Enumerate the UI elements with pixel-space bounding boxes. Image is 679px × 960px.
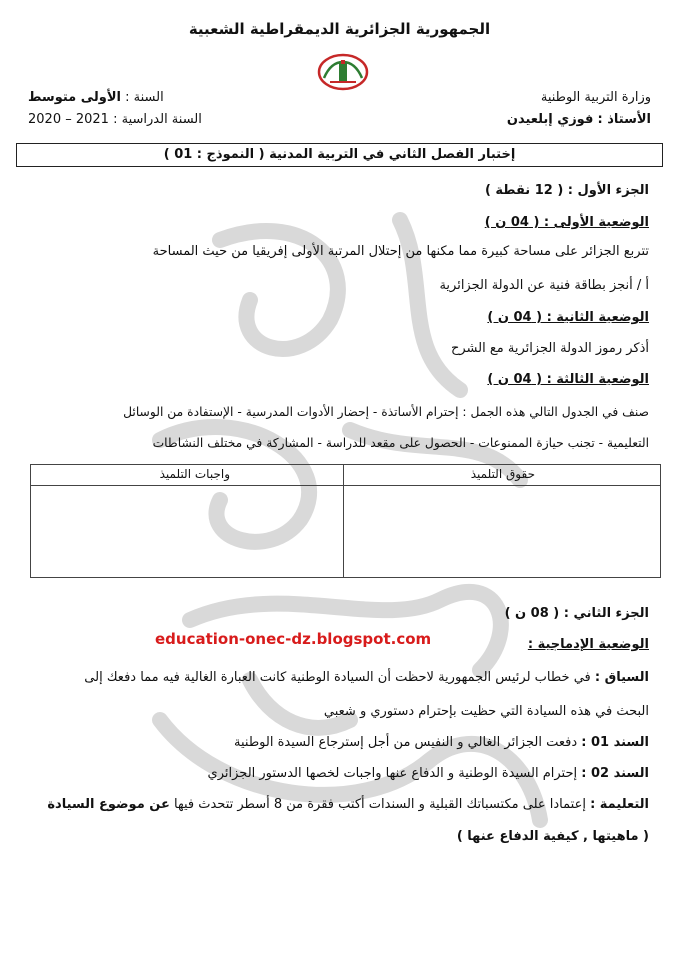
document1-line bbox=[234, 735, 649, 750]
situation2-title: الوضعية الثانية : ( 04 ن ) bbox=[487, 310, 649, 325]
emblem-logo bbox=[316, 52, 370, 92]
situation3-text-line2: التعليمية - تجنب حيازة الممنوعات - الحصول على مقعد للدراسة - المشاركة في مختلف النشاطات bbox=[152, 436, 649, 450]
situation1-title: الوضعية الأولى : ( 04 ن ) bbox=[484, 215, 649, 230]
table-header-duties: واجبات التلميذ bbox=[159, 467, 230, 481]
part2-title: الجزء الثاني : ( 08 ن ) bbox=[504, 606, 649, 621]
table-column-divider bbox=[343, 465, 344, 577]
website-url: education-onec-dz.blogspot.com bbox=[155, 630, 432, 648]
classification-table bbox=[30, 464, 661, 578]
year-value: 2021 – 2020 bbox=[28, 112, 109, 127]
document2-label: السند 02 : bbox=[581, 766, 649, 781]
instruction-topic: عن موضوع السيادة bbox=[47, 797, 170, 812]
document2-line bbox=[208, 766, 649, 781]
document1-label: السند 01 : bbox=[581, 735, 649, 750]
instruction-line2: ( ماهيتها , كيفية الدفاع عنها ) bbox=[456, 829, 649, 844]
republic-title: الجمهورية الجزائرية الديمقراطية الشعبية bbox=[188, 20, 491, 38]
instruction-text: إعتمادا على مكتسباتك القبلية و السندات أكتب فقرة من 8 أسطر تتحدث فيها bbox=[174, 797, 586, 812]
context-label: السياق : bbox=[594, 670, 649, 685]
context-line2: البحث في هذه السيادة التي حظيت بإحترام دستوري و شعبي bbox=[323, 704, 649, 719]
teacher-line bbox=[507, 112, 651, 127]
instruction-line1 bbox=[47, 797, 649, 812]
year-label: السنة الدراسية : bbox=[113, 112, 202, 127]
table-header-divider bbox=[31, 485, 660, 486]
teacher-name: فوزي إبلعيدن bbox=[506, 112, 594, 127]
level-line bbox=[28, 90, 164, 105]
situation2-task: أذكر رموز الدولة الجزائرية مع الشرح bbox=[450, 341, 649, 356]
level-value: الأولى متوسط bbox=[28, 90, 121, 105]
situation1-text: تتربع الجزائر على مساحة كبيرة مما مكنها من إحتلال المرتبة الأولى إفريقيا من حيث المساحة bbox=[152, 244, 649, 259]
exam-title-box bbox=[16, 143, 663, 167]
ministry-label: وزارة التربية الوطنية bbox=[540, 90, 651, 105]
integration-situation-title: الوضعية الإدماجية : bbox=[527, 637, 649, 652]
level-label: السنة : bbox=[125, 90, 164, 105]
exam-title: إختبار الفصل الثاني في التربية المدنية ( النموذج : 01 ) bbox=[163, 147, 516, 162]
situation1-task: أ / أنجز بطاقة فنية عن الدولة الجزائرية bbox=[439, 278, 649, 293]
part1-title: الجزء الأول : ( 12 نقطة ) bbox=[484, 183, 649, 198]
document1-text: دفعت الجزائر الغالي و النفيس من أجل إسترجاع السيدة الوطنية bbox=[234, 735, 578, 750]
school-year-line bbox=[28, 112, 202, 127]
instruction-label: التعليمة : bbox=[590, 797, 649, 812]
situation3-text-line1: صنف في الجدول التالي هذه الجمل : إحترام الأساتذة - إحضار الأدوات المدرسية - الإستفادة من الوسائل bbox=[123, 405, 649, 419]
situation3-title: الوضعية الثالثة : ( 04 ن ) bbox=[487, 372, 649, 387]
table-header-rights: حقوق التلميذ bbox=[470, 467, 535, 481]
teacher-label: الأستاذ : bbox=[597, 112, 651, 127]
context-text: في خطاب لرئيس الجمهورية لاحظت أن السيادة الوطنية كانت العبارة الغالية فيه مما دفعك إلى bbox=[84, 670, 591, 685]
document2-text: إحترام السيدة الوطنية و الدفاع عنها واجبات لخصها الدستور الجزائري bbox=[207, 766, 578, 781]
context-line1 bbox=[84, 670, 649, 685]
